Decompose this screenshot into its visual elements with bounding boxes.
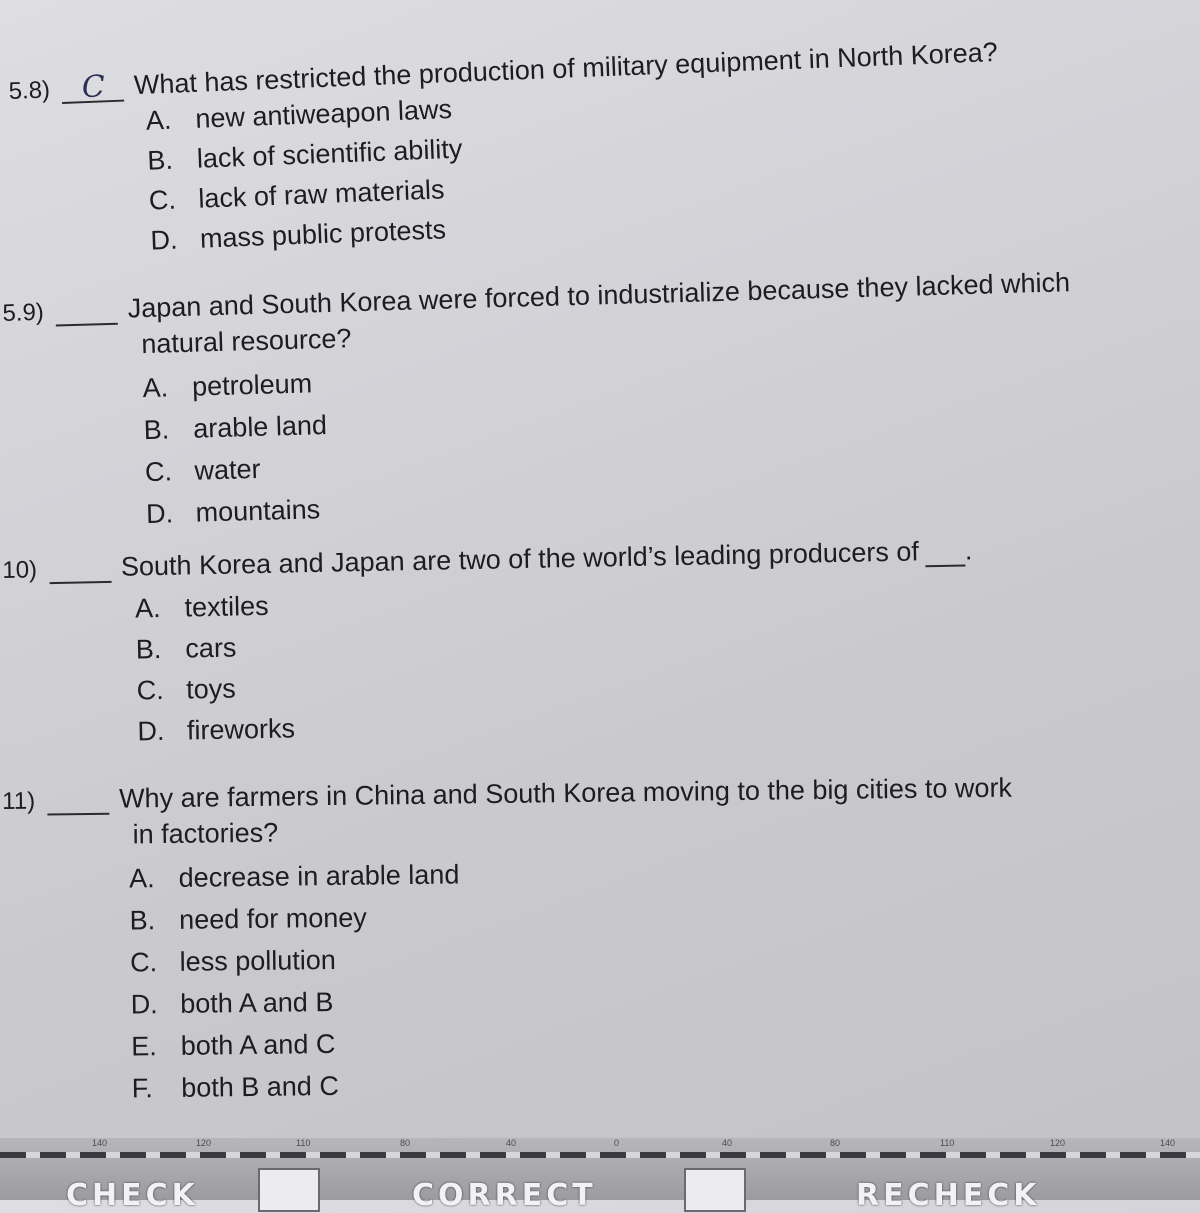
choice-letter: D. — [149, 225, 179, 257]
recheck-label: RECHECK — [856, 1178, 1041, 1213]
answer-blank[interactable] — [47, 791, 109, 816]
choice-letter: A. — [145, 105, 172, 137]
choice-text: water — [194, 453, 261, 486]
scale-label: 80 — [830, 1138, 841, 1148]
choice-letter: A. — [134, 593, 161, 624]
question-number: 5.8) — [8, 76, 51, 106]
choice-letter: D. — [130, 988, 158, 1020]
question-5-9 — [2, 266, 1076, 539]
choice-text: both A and C — [180, 1028, 336, 1061]
scale-label: 120 — [196, 1138, 212, 1148]
choice-text: arable land — [192, 409, 328, 444]
question-text: Why are farmers in China and South Korea moving to the big cities to work — [118, 772, 1013, 814]
choice-text: both A and B — [180, 986, 334, 1019]
choice-letter: A. — [142, 372, 169, 403]
choice-text: lack of scientific ability — [196, 134, 463, 175]
choice-text: cars — [185, 632, 237, 664]
question-text: What has restricted the production of military equipment in North Korea? — [133, 37, 999, 101]
choice-list — [142, 341, 1076, 535]
scale-label: 120 — [1050, 1138, 1066, 1148]
question-11 — [2, 772, 1016, 1111]
answer-blank[interactable] — [62, 69, 125, 106]
question-text-continued: natural resource? — [140, 323, 352, 360]
question-text: South Korea and Japan are two of the world’s leading producers of — [120, 536, 920, 582]
choice-text: mountains — [195, 493, 321, 528]
choice-letter: B. — [143, 414, 170, 445]
question-5-8 — [8, 36, 1004, 266]
question-text-continued: in factories? — [132, 818, 279, 850]
check-box[interactable] — [258, 1168, 320, 1212]
choice-list — [129, 846, 1016, 1109]
choice-letter: C. — [144, 456, 173, 487]
scale-label: 110 — [940, 1138, 955, 1148]
choice-text: mass public protests — [199, 214, 447, 255]
choice-text: need for money — [179, 902, 367, 935]
question-10: 10) South Korea and Japan are two of the world’s leading producers of . A. textiles B. cars C. toys D. fireworks — [2, 534, 976, 755]
choice-letter: D. — [137, 716, 165, 747]
correct-box[interactable] — [684, 1168, 746, 1212]
question-text: Japan and South Korea were forced to industrialize because they lacked which — [127, 267, 1071, 324]
choice-text: both B and C — [181, 1070, 340, 1103]
choice-letter: F. — [131, 1072, 153, 1104]
choice-text: decrease in arable land — [178, 859, 460, 893]
choice-letter: C. — [148, 185, 177, 217]
question-number: 10) — [2, 556, 38, 585]
scale-bar — [0, 1152, 1200, 1158]
check-label: CHECK — [66, 1178, 199, 1213]
choice-letter: A. — [128, 862, 155, 894]
correct-label: CORRECT — [412, 1178, 597, 1213]
question-number: 11) — [2, 787, 36, 816]
choice-text: fireworks — [186, 713, 296, 746]
choice-letter: D. — [145, 498, 174, 529]
answer-blank[interactable] — [56, 301, 119, 327]
choice-letter: C. — [130, 946, 158, 978]
choice-text: new antiweapon laws — [194, 94, 453, 135]
scale-label: 110 — [296, 1138, 311, 1148]
choice-text: textiles — [184, 591, 269, 623]
choice-list — [135, 573, 976, 753]
scale-label: 140 — [92, 1138, 108, 1148]
choice-text: lack of raw materials — [197, 174, 445, 215]
scale-label: 80 — [400, 1138, 411, 1148]
choice-letter: B. — [129, 904, 156, 936]
choice-letter: E. — [131, 1030, 157, 1062]
choice-text: petroleum — [191, 368, 313, 402]
scale-label: 40 — [506, 1138, 517, 1148]
scale-label: 0 — [614, 1138, 620, 1148]
choice-letter: C. — [136, 675, 164, 706]
choice-letter: B. — [146, 145, 174, 177]
answer-blank[interactable] — [49, 559, 111, 584]
question-number: 5.9) — [2, 299, 45, 328]
choice-text: less pollution — [179, 944, 336, 977]
scale-label: 40 — [722, 1138, 733, 1148]
scale-label: 140 — [1160, 1138, 1176, 1148]
fill-in-blank — [925, 545, 965, 568]
choice-text: toys — [185, 673, 236, 705]
choice-list — [145, 68, 1004, 261]
handwritten-answer: C — [81, 69, 106, 106]
choice-letter: B. — [135, 634, 162, 665]
